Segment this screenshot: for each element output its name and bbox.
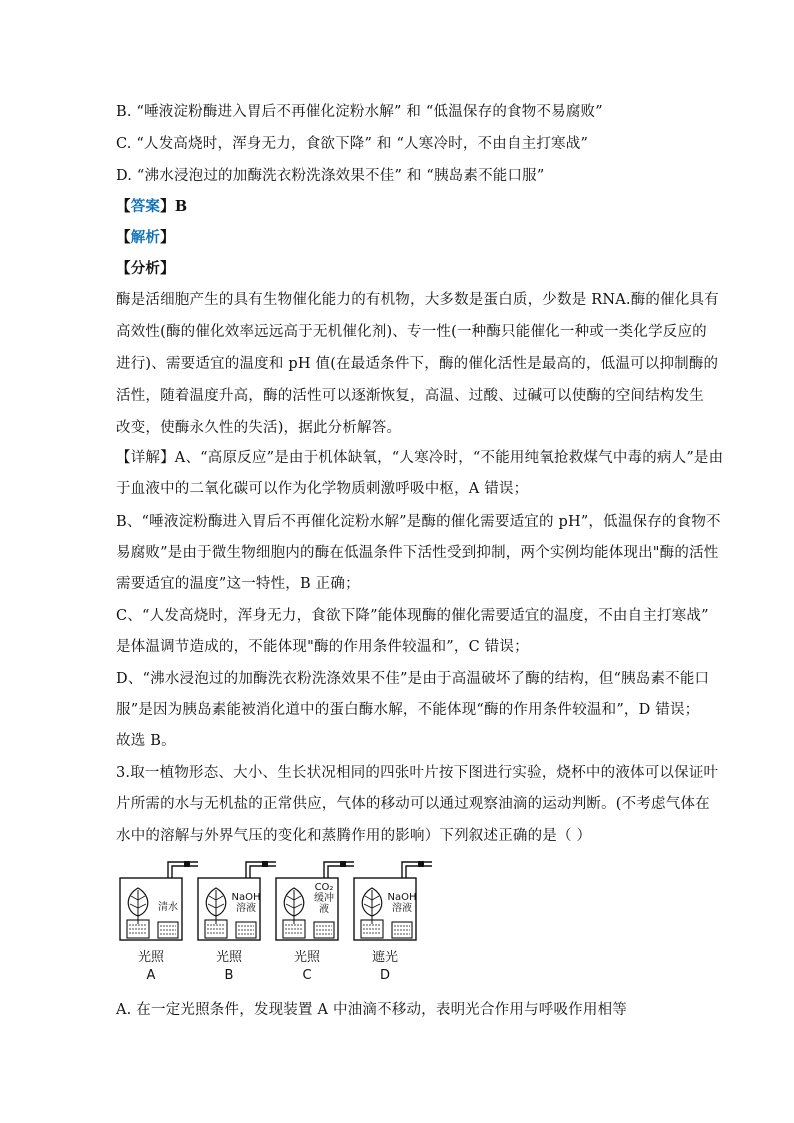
question3-line-1: 3.取一植物形态、大小、生长状况相同的四张叶片按下图进行实验，烧杯中的液体可以保证叶	[116, 765, 719, 781]
detail-line-9: 服”是因为胰岛素能被消化道中的蛋白酶水解，不能体现“酶的作用条件较温和”，D 错误；	[116, 702, 700, 718]
analysis-open-bracket: 【	[116, 229, 131, 246]
option-a: A. 在一定光照条件，发现装置 A 中油滴不移动，表明光合作用与呼吸作用相等	[116, 1002, 627, 1018]
solution-label: 溶液	[236, 903, 256, 914]
solution-label: CO₂	[314, 882, 334, 893]
analyze-header: 【分析】	[116, 260, 175, 277]
analysis-tag: 解析	[130, 229, 161, 246]
analysis-close-bracket: 】	[160, 229, 175, 246]
experiment-svg	[116, 858, 446, 988]
analysis-header	[116, 228, 682, 248]
detail-line-1: 【详解】A、“高原反应”是由于机体缺氧，“人寒冷时，“不能用纯氧抢救煤气中毒的病人”是由	[116, 450, 724, 466]
detail-line-2: 于血液中的二氧化碳可以作为化学物质刺激呼吸中枢，A 错误；	[116, 481, 529, 497]
solution-label: 清水	[158, 902, 178, 913]
option-d: D. “沸水浸泡过的加酶洗衣粉洗涤效果不佳” 和 “胰岛素不能口服”	[116, 168, 545, 184]
question3-line-3: 水中的溶解与外界气压的变化和蒸腾作用的影响）下列叙述正确的是（ ）	[116, 828, 592, 844]
detail-line-6: C、“人发高烧时，浑身无力，食欲下降”能体现酶的催化需要适宜的温度，不由自主打寒战”	[116, 608, 709, 624]
detail-line-5: 需要适宜的温度”这一特性，B 正确；	[116, 576, 360, 592]
condition-label: 遮光	[371, 950, 399, 965]
detail-line-7: 是体温调节造成的，不能体现"酶的作用条件较温和”，C 错误；	[116, 639, 529, 655]
glass-tube-inner	[250, 866, 276, 878]
experiment-diagram	[116, 858, 446, 988]
detail-line-10: 故选 B。	[116, 733, 176, 749]
answer-line	[116, 197, 682, 217]
detail-line-4: 易腐败”是由于微生物细胞内的酶在低温条件下活性受到抑制，两个实例均能体现出"酶的活性	[116, 545, 719, 561]
analysis-line-5: 改变，使酶永久性的失活)，据此分析解答。	[116, 420, 402, 436]
condition-label: 光照	[137, 950, 165, 965]
answer-value: B	[174, 198, 188, 215]
option-b: B. “唾液淀粉酶进入胃后不再催化淀粉水解” 和 “低温保存的食物不易腐败”	[116, 104, 603, 120]
apparatus-letter: B	[224, 968, 234, 983]
oil-drop	[418, 861, 424, 867]
oil-drop	[184, 861, 190, 867]
glass-tube-inner	[172, 866, 198, 878]
detail-line-8: D、“沸水浸泡过的加酶洗衣粉洗涤效果不佳”是由于高温破坏了酶的结构，但“胰岛素不能口	[116, 671, 710, 687]
option-c: C. “人发高烧时，浑身无力，食欲下降” 和 “人寒冷时，不由自主打寒战”	[116, 136, 589, 152]
answer-close-bracket: 】	[160, 198, 175, 215]
analysis-line-2: 高效性(酶的催化效率远远高于无机催化剂)、专一性(一种酶只能催化一种或一类化学反应的	[116, 324, 707, 340]
apparatus-letter: C	[302, 968, 312, 983]
analysis-line-4: 活性，随着温度升高，酶的活性可以逐渐恢复，高温、过酸、过碱可以使酶的空间结构发生	[116, 388, 704, 404]
condition-label: 光照	[215, 950, 243, 965]
apparatus-b	[198, 861, 276, 983]
solution-label: 缓冲	[314, 893, 334, 904]
solution-label: NaOH	[387, 892, 417, 903]
answer-open-bracket: 【	[116, 198, 131, 215]
question3-line-2: 片所需的水与无机盐的正常供应，气体的移动可以通过观察油滴的运动判断。(不考虑气体在	[116, 796, 710, 812]
apparatus-d	[354, 861, 432, 983]
apparatus-c	[276, 861, 354, 983]
apparatus-a	[120, 861, 198, 983]
glass-tube-inner	[406, 866, 432, 878]
solution-label: 溶液	[392, 903, 412, 914]
glass-tube-inner	[328, 866, 354, 878]
oil-drop	[340, 861, 346, 867]
apparatus-letter: D	[379, 968, 391, 983]
analysis-line-1: 酶是活细胞产生的具有生物催化能力的有机物，大多数是蛋白质，少数是 RNA.酶的催化具有	[116, 292, 719, 308]
answer-tag: 答案	[130, 198, 161, 215]
oil-drop	[262, 861, 268, 867]
analysis-line-3: 进行)、需要适宜的温度和 pH 值(在最适条件下，酶的催化活性是最高的，低温可以抑制酶的	[116, 356, 719, 372]
condition-label: 光照	[293, 950, 321, 965]
detail-line-3: B、“唾液淀粉酶进入胃后不再催化淀粉水解”是酶的催化需要适宜的 pH”，低温保存的食物不	[116, 514, 721, 530]
solution-label: NaOH	[231, 892, 261, 903]
solution-label: 液	[319, 904, 329, 915]
apparatus-letter: A	[146, 968, 156, 983]
